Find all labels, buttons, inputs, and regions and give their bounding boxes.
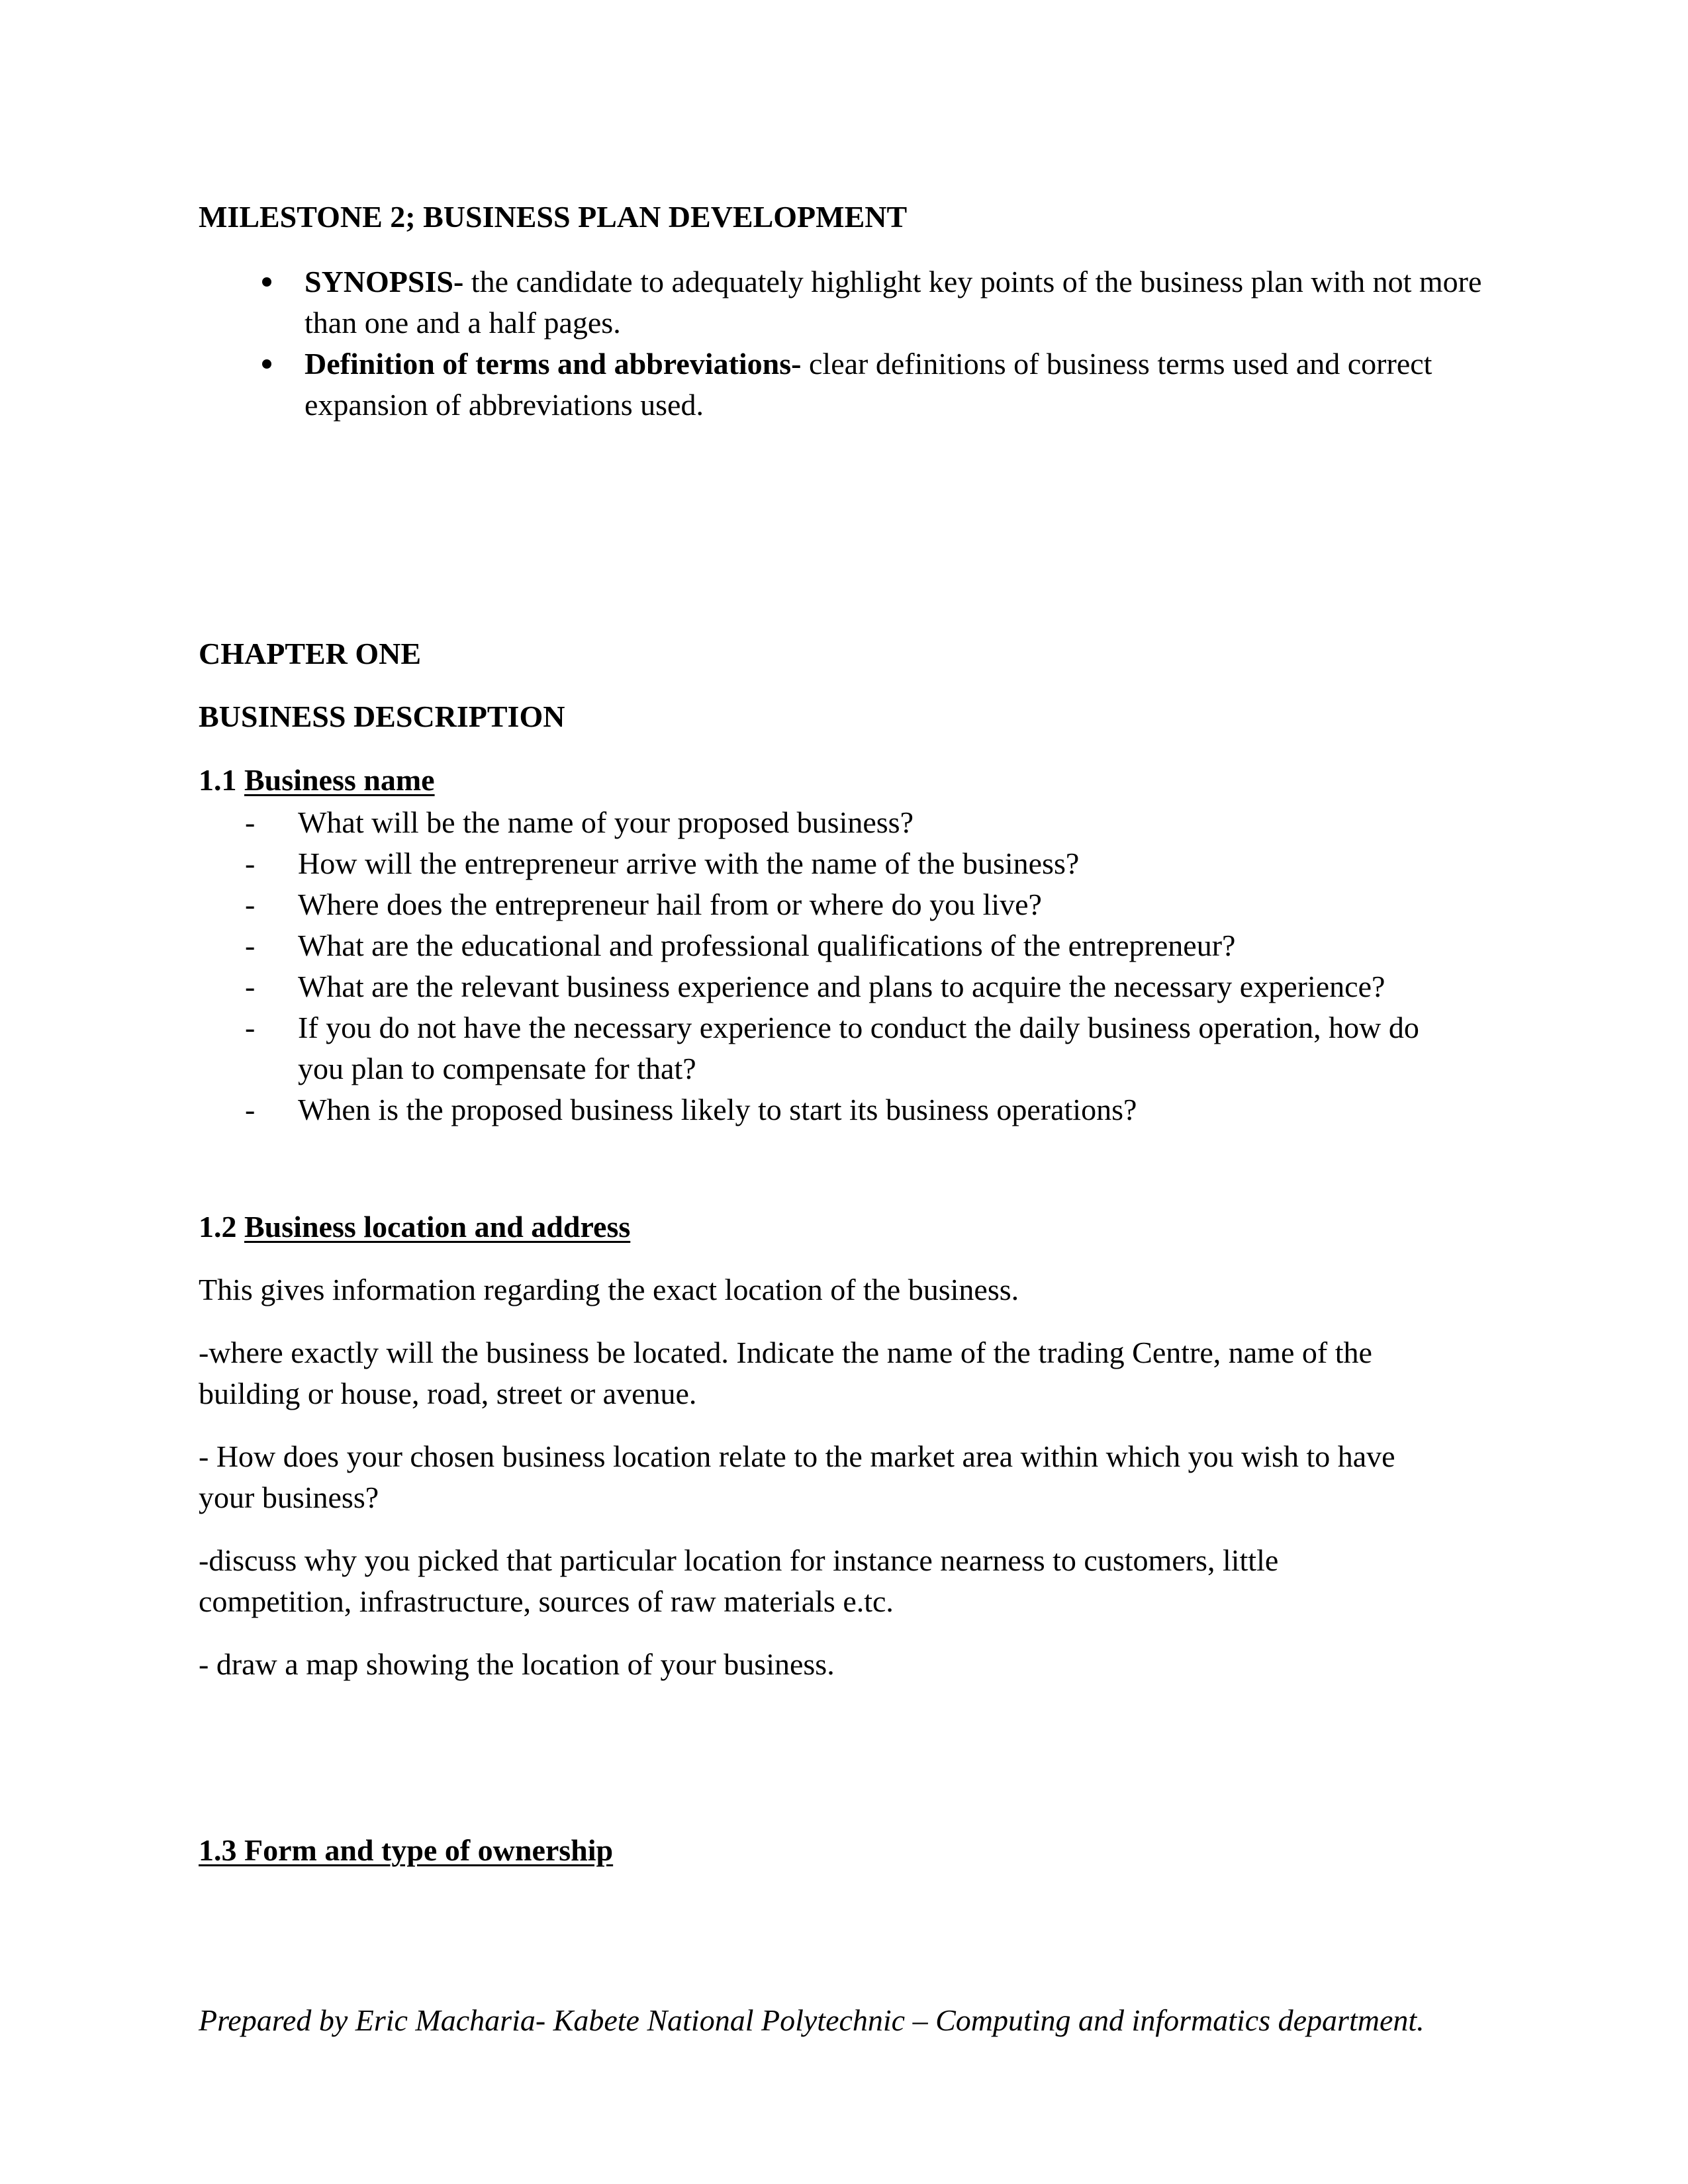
paragraph: -where exactly will the business be located. Indicate the name of the trading Centre, name of the building or house, road, street or avenue. — [199, 1336, 1372, 1410]
subsection-title: Business location and address — [244, 1210, 631, 1244]
list-item: - When is the proposed business likely to start its business operations? — [245, 1093, 1137, 1126]
list-item: - What will be the name of your proposed business? — [245, 805, 914, 839]
subsection-number: 1.1 — [199, 763, 244, 797]
business-name-question-list — [199, 802, 1489, 1130]
bullet-icon — [262, 359, 271, 369]
subsection-title: Business name — [244, 763, 435, 797]
bullet-term: Definition of terms and abbreviations- — [305, 347, 802, 381]
section-heading: BUSINESS DESCRIPTION — [199, 700, 565, 733]
paragraph: This gives information regarding the exact location of the business. — [199, 1273, 1019, 1306]
subsection-heading-1-1 — [199, 760, 435, 801]
subsection-heading-1-2 — [199, 1206, 630, 1248]
bullet-term: SYNOPSIS- — [305, 265, 464, 298]
bullet-text: the candidate to adequately highlight key points of the business plan with not more than one and a half pages. — [305, 265, 1482, 340]
page-footer: Prepared by Eric Macharia- Kabete National Polytechnic – Computing and informatics department. — [199, 2003, 1425, 2037]
list-item: - If you do not have the necessary experience to conduct the daily business operation, how do you plan to compensate for that? — [245, 1011, 1419, 1085]
list-item: - What are the educational and professional qualifications of the entrepreneur? — [245, 929, 1236, 962]
bullet-text: clear definitions of business terms used and correct expansion of abbreviations used. — [305, 347, 1432, 422]
subsection-number: 1.2 — [199, 1210, 244, 1244]
milestone-heading: MILESTONE 2; BUSINESS PLAN DEVELOPMENT — [199, 200, 908, 234]
subsection-heading-1-3: 1.3 Form and type of ownership — [199, 1833, 614, 1867]
bullet-icon — [262, 277, 271, 287]
paragraph: -discuss why you picked that particular location for instance nearness to customers, little competition, infrastructure, sources of raw materials e.tc. — [199, 1543, 1279, 1618]
paragraph: - draw a map showing the location of your business. — [199, 1647, 835, 1681]
bullet-item-synopsis — [199, 261, 1489, 343]
list-item: - How will the entrepreneur arrive with the name of the business? — [245, 846, 1080, 880]
list-item: - What are the relevant business experience and plans to acquire the necessary experience? — [245, 970, 1385, 1003]
document-page — [199, 0, 1489, 2184]
requirements-bullet-list — [199, 261, 1489, 426]
list-item: - Where does the entrepreneur hail from or where do you live? — [245, 887, 1042, 921]
paragraph: - How does your chosen business location relate to the market area within which you wish to have your business? — [199, 1439, 1395, 1514]
bullet-item-definitions — [199, 343, 1489, 426]
chapter-heading: CHAPTER ONE — [199, 637, 422, 670]
